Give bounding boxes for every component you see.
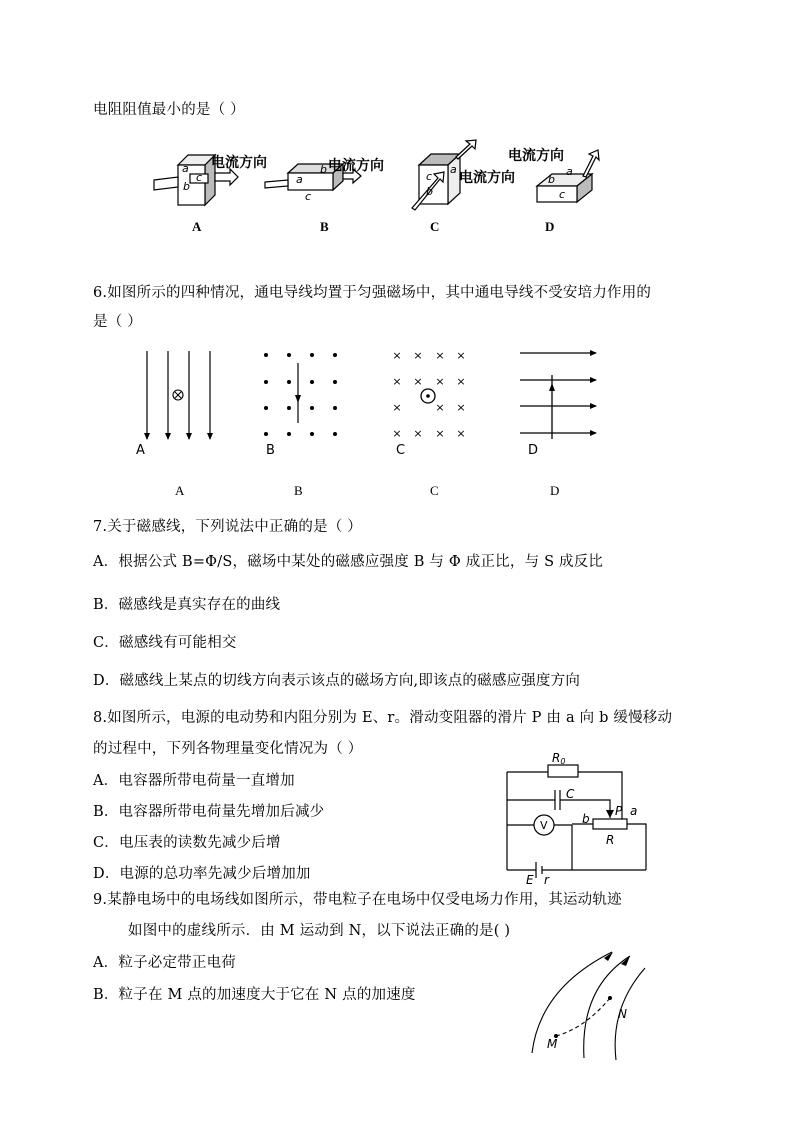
q8-label-r: R: [606, 833, 615, 847]
q8-option-a: A．电容器所带电荷量一直增加: [93, 773, 295, 789]
svg-text:×: ×: [392, 349, 402, 362]
svg-text:×: ×: [435, 427, 445, 440]
svg-text:×: ×: [456, 401, 466, 414]
q6-option-b: B: [294, 483, 303, 498]
svg-text:×: ×: [392, 427, 402, 440]
q6-option-c: C: [430, 483, 439, 498]
q5-current-label-d: 电流方向: [508, 148, 564, 164]
q6-stem-line1: 6.如图所示的四种情况，通电导线均置于匀强磁场中，其中通电导线不受安培力作用的: [93, 285, 652, 301]
svg-text:×: ×: [413, 427, 423, 440]
q5-current-label-b: 电流方向: [328, 158, 384, 174]
q5-option-b: B: [320, 219, 329, 234]
q8-voltmeter-label: V: [540, 819, 548, 832]
svg-text:×: ×: [456, 427, 466, 440]
q9-field-figure: [520, 948, 640, 1063]
q6-fig-label-a: A: [136, 443, 145, 458]
q8-label-e: E: [526, 873, 534, 887]
q6-figure: [0, 345, 794, 458]
q8-option-b: B．电容器所带电荷量先增加后减少: [93, 804, 325, 820]
svg-text:×: ×: [435, 349, 445, 362]
q5-face-b: b: [320, 163, 327, 176]
q5-face-c: c: [426, 170, 433, 183]
q5-face-a: a: [182, 162, 189, 175]
q7-stem: 7.关于磁感线，下列说法中正确的是（ ）: [93, 519, 362, 535]
q6-option-a: A: [175, 483, 185, 498]
q5-option-c: C: [430, 219, 440, 234]
q8-stem-line2: 的过程中，下列各物理量变化情况为（ ）: [93, 741, 363, 757]
q8-label-b: b: [582, 812, 590, 826]
q6-stem-line2: 是（ ）: [93, 314, 142, 330]
q8-stem-line1: 8.如图所示，电源的电动势和内阻分别为 E、r。滑动变阻器的滑片 P 由 a 向 b 缓慢移动: [93, 710, 673, 726]
q5-face-b: b: [183, 180, 190, 193]
q5-face-b: b: [426, 185, 433, 198]
q7-option-d: D．磁感线上某点的切线方向表示该点的磁场方向,即该点的磁感应强度方向: [93, 673, 581, 689]
q8-circuit: [500, 751, 660, 887]
q9-option-b: B．粒子在 M 点的加速度大于它在 N 点的加速度: [93, 987, 416, 1003]
q9-label-n: N: [618, 1007, 627, 1021]
q8-label-internal-r: r: [544, 873, 549, 887]
q6-fig-label-d: D: [528, 443, 539, 458]
svg-text:×: ×: [392, 401, 402, 414]
svg-text:×: ×: [456, 349, 466, 362]
q5-current-label-a: 电流方向: [211, 155, 267, 171]
q9-stem-line2: 如图中的虚线所示．由 M 运动到 N，以下说法正确的是( ): [128, 923, 511, 939]
q8-label-c: C: [566, 787, 575, 801]
q8-label-p: P: [615, 804, 623, 818]
q5-face-a: a: [566, 165, 573, 178]
svg-text:×: ×: [392, 375, 402, 388]
q6-fig-label-c: C: [396, 443, 406, 458]
svg-text:×: ×: [413, 375, 423, 388]
q8-label-a: a: [630, 804, 638, 818]
svg-text:×: ×: [456, 375, 466, 388]
q9-stem-line1: 9.某静电场中的电场线如图所示，带电粒子在电场中仅受电场力作用，其运动轨迹: [93, 892, 622, 908]
q5-face-a: a: [296, 173, 303, 186]
q7-option-c: C．磁感线有可能相交: [93, 635, 237, 651]
q5-face-b: b: [548, 173, 555, 186]
q5-text: 电阻阻值最小的是（ ）: [93, 102, 245, 118]
q5-face-c: c: [559, 188, 566, 201]
q7-option-b: B．磁感线是真实存在的曲线: [93, 597, 281, 613]
svg-text:×: ×: [435, 401, 445, 414]
svg-text:×: ×: [413, 349, 423, 362]
q5-face-c: c: [196, 171, 203, 184]
q9-option-a: A．粒子必定带正电荷: [93, 955, 236, 971]
q5-face-c: c: [305, 190, 312, 203]
q5-figure: [0, 140, 794, 240]
q8-option-c: C．电压表的读数先减少后增: [93, 835, 281, 851]
q5-option-d: D: [545, 219, 555, 234]
q8-option-d: D．电源的总功率先减少后增加加: [93, 866, 311, 882]
q5-face-a: a: [450, 163, 457, 176]
svg-text:×: ×: [435, 375, 445, 388]
q6-fig-label-b: B: [266, 443, 275, 458]
q9-label-m: M: [547, 1037, 558, 1051]
q7-option-a: A．根据公式 B=Φ/S，磁场中某处的磁感应强度 B 与 Φ 成正比，与 S 成反比: [93, 554, 604, 570]
q8-label-r0: R0: [552, 751, 566, 766]
q6-option-d: D: [550, 483, 560, 498]
q5-current-label-c: 电流方向: [459, 170, 515, 186]
q5-option-a: A: [192, 219, 202, 234]
